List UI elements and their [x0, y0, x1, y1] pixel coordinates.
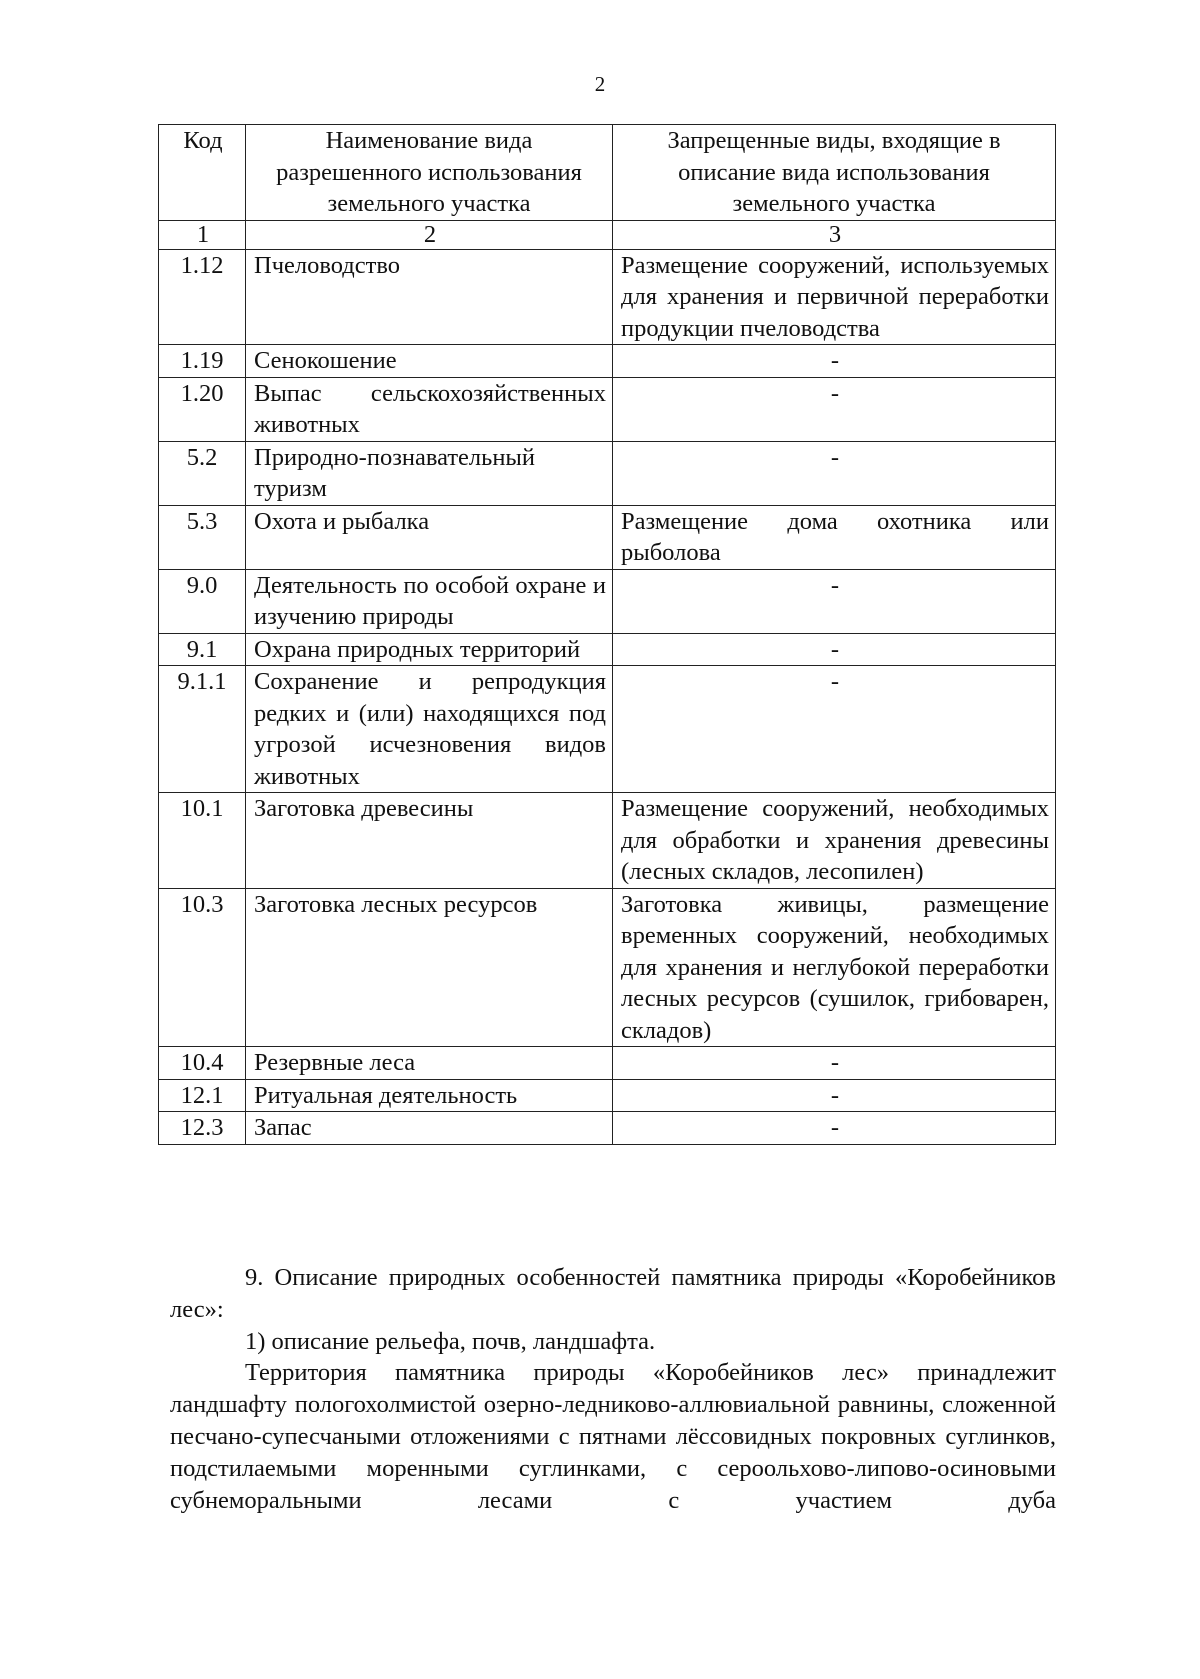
land-use-table	[158, 124, 1056, 1145]
section-text	[170, 1262, 1056, 1516]
table-row	[159, 569, 1056, 633]
row-use-name: Охота и рыбалка	[246, 505, 613, 569]
row-code: 10.3	[159, 888, 246, 1047]
row-code: 1.20	[159, 377, 246, 441]
row-prohibited: -	[613, 1112, 1056, 1145]
row-prohibited: Размещение дома охотника или рыболова	[613, 505, 1056, 569]
header-code: Код	[159, 125, 246, 221]
row-prohibited: Размещение сооружений, используемых для хранения и первичной переработки продукции пчеловодства	[613, 249, 1056, 345]
row-use-name: Запас	[246, 1112, 613, 1145]
row-use-name: Заготовка лесных ресурсов	[246, 888, 613, 1047]
table-header	[159, 125, 1056, 250]
row-use-name: Охрана природных территорий	[246, 633, 613, 666]
table-row	[159, 793, 1056, 889]
row-code: 12.1	[159, 1079, 246, 1112]
row-use-name: Выпас сельскохозяйственных животных	[246, 377, 613, 441]
row-prohibited: Размещение сооружений, необходимых для обработки и хранения древесины (лесных складов, лесопилен)	[613, 793, 1056, 889]
row-use-name: Пчеловодство	[246, 249, 613, 345]
table-row	[159, 1112, 1056, 1145]
table-row	[159, 505, 1056, 569]
row-code: 10.4	[159, 1047, 246, 1080]
table-row	[159, 666, 1056, 793]
section-subheading: 1) описание рельефа, почв, ландшафта.	[245, 1327, 656, 1355]
header-prohibited: Запрещенные виды, входящие в описание вида использования земельного участка	[613, 125, 1056, 221]
header-use-name: Наименование вида разрешенного использования земельного участка	[246, 125, 613, 221]
row-code: 5.3	[159, 505, 246, 569]
row-code: 5.2	[159, 441, 246, 505]
table-row	[159, 249, 1056, 345]
table-header-row	[159, 125, 1056, 221]
row-code: 9.0	[159, 569, 246, 633]
row-prohibited: -	[613, 633, 1056, 666]
column-number: 3	[613, 220, 1056, 249]
row-code: 9.1	[159, 633, 246, 666]
table-row	[159, 345, 1056, 378]
row-use-name: Ритуальная деятельность	[246, 1079, 613, 1112]
row-code: 9.1.1	[159, 666, 246, 793]
page-number: 2	[594, 72, 606, 96]
section-heading: 9. Описание природных особенностей памятника природы «Коробейников лес»:	[170, 1264, 1056, 1323]
table-row	[159, 1047, 1056, 1080]
section-paragraph: Территория памятника природы «Коробейников лес» принадлежит ландшафту пологохолмистой озерно-ледниково-аллювиальной равнины, сложенной песчано-супесчаными отложениями с пятнами лёссовидных покровных суглинков, подстилаемыми моренными суглинками, с сероольхово-липово-осиновыми субнеморальными лесами с участием дуба	[170, 1359, 1056, 1514]
table-row	[159, 441, 1056, 505]
column-number-row	[159, 220, 1056, 249]
row-code: 1.19	[159, 345, 246, 378]
row-prohibited: -	[613, 441, 1056, 505]
row-prohibited: -	[613, 569, 1056, 633]
row-prohibited: -	[613, 345, 1056, 378]
row-code: 12.3	[159, 1112, 246, 1145]
table-row	[159, 377, 1056, 441]
row-use-name: Сохранение и репродукция редких и (или) находящихся под угрозой исчезновения видов животных	[246, 666, 613, 793]
table-body	[159, 249, 1056, 1144]
row-prohibited: -	[613, 1079, 1056, 1112]
row-prohibited: -	[613, 377, 1056, 441]
row-use-name: Природно-познавательный туризм	[246, 441, 613, 505]
row-use-name: Сенокошение	[246, 345, 613, 378]
table-row	[159, 633, 1056, 666]
row-use-name: Резервные леса	[246, 1047, 613, 1080]
column-number: 2	[246, 220, 613, 249]
row-prohibited: -	[613, 1047, 1056, 1080]
row-use-name: Деятельность по особой охране и изучению природы	[246, 569, 613, 633]
row-prohibited: Заготовка живицы, размещение временных сооружений, необходимых для хранения и неглубокой переработки лесных ресурсов (сушилок, грибоварен, складов)	[613, 888, 1056, 1047]
table-row	[159, 888, 1056, 1047]
column-number: 1	[159, 220, 246, 249]
row-use-name: Заготовка древесины	[246, 793, 613, 889]
table-row	[159, 1079, 1056, 1112]
row-prohibited: -	[613, 666, 1056, 793]
row-code: 1.12	[159, 249, 246, 345]
row-code: 10.1	[159, 793, 246, 889]
